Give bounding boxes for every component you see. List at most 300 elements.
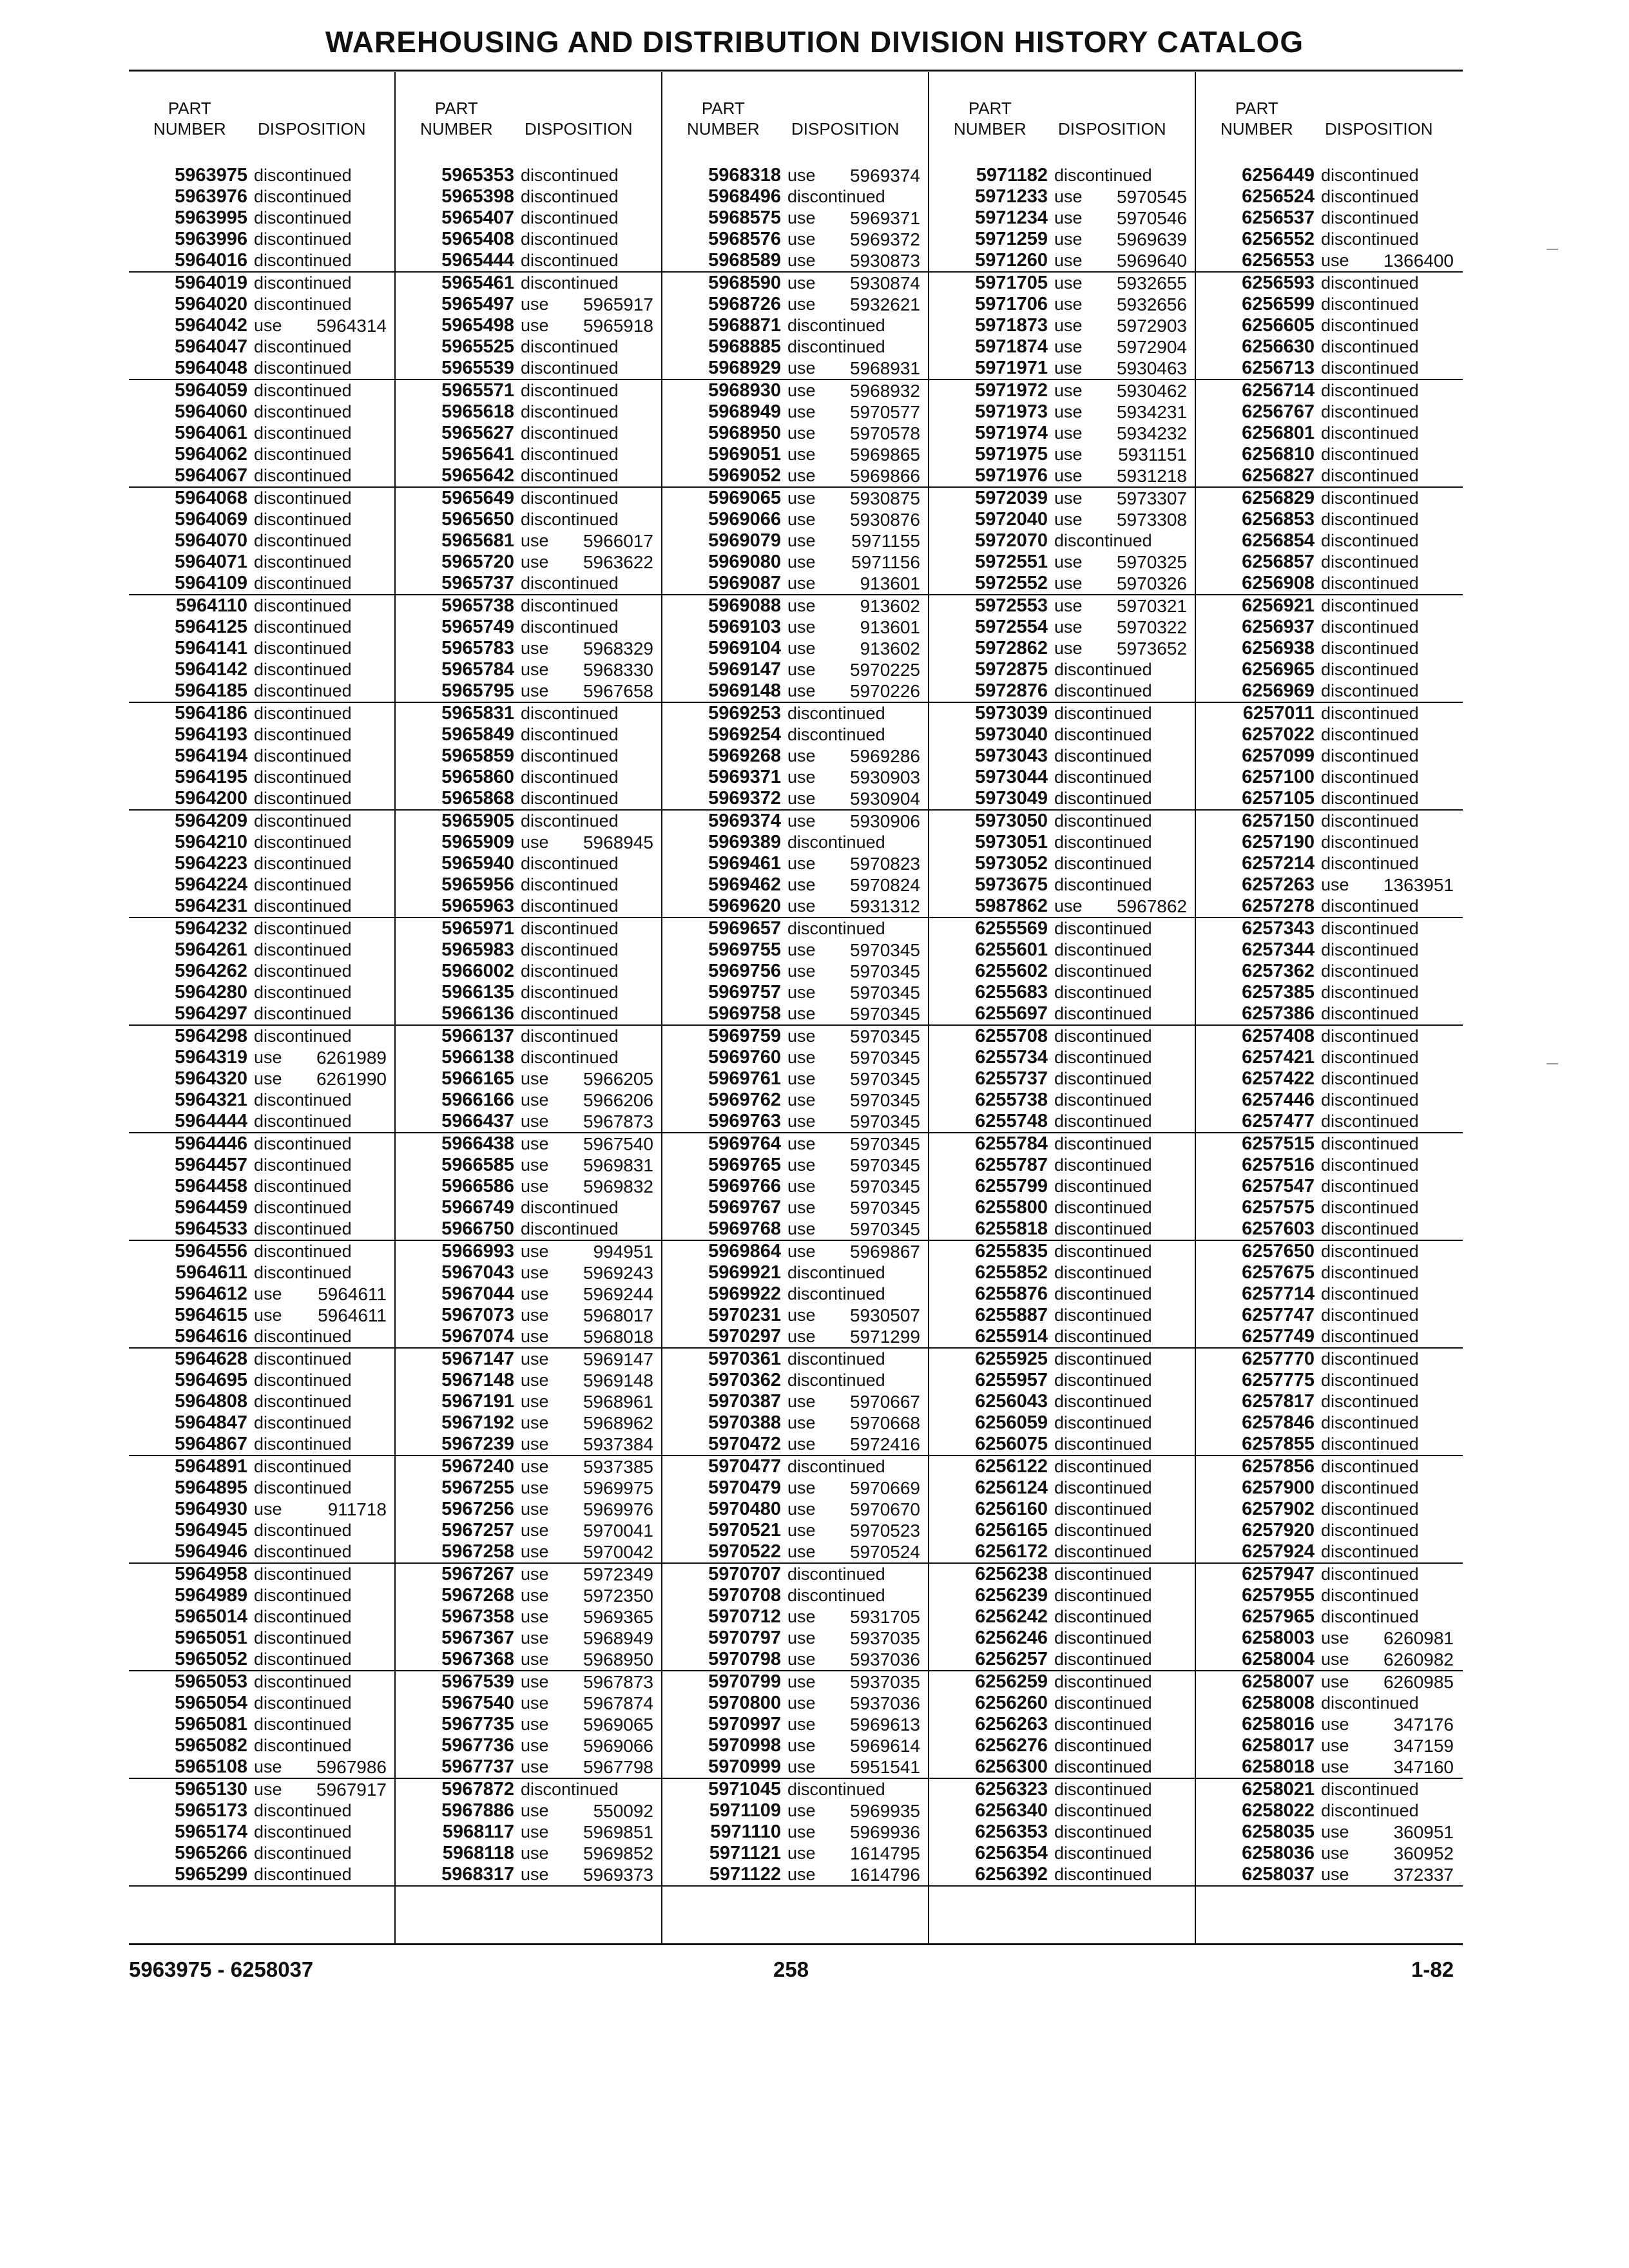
table-row (1196, 207, 1463, 229)
table-row (129, 336, 396, 358)
disposition: discontinued (254, 1263, 352, 1282)
table-row (929, 1133, 1196, 1155)
part-number: 5973052 (975, 853, 1048, 874)
disposition: discontinued (254, 488, 352, 508)
disposition: discontinued (254, 1392, 352, 1411)
disposition: discontinued (254, 746, 352, 765)
part-number: 5965173 (175, 1800, 247, 1821)
disposition: discontinued (254, 1607, 352, 1626)
disposition: use (1054, 402, 1083, 421)
table-row (662, 638, 929, 659)
replacement-part-number: 5968949 (583, 1628, 653, 1648)
disposition: use (521, 1499, 549, 1519)
part-number: 6257747 (1242, 1305, 1315, 1325)
table-row (396, 1305, 662, 1326)
disposition: use (1054, 187, 1083, 206)
table-row (1196, 703, 1463, 724)
table-row (1196, 1133, 1463, 1155)
table-row (396, 1779, 662, 1800)
part-number: 5965738 (441, 595, 514, 616)
part-number: 6257344 (1242, 939, 1315, 960)
replacement-part-number: 5973308 (1116, 510, 1187, 530)
replacement-part-number: 550092 (593, 1801, 653, 1821)
part-number: 6256829 (1242, 488, 1315, 508)
table-row (929, 745, 1196, 767)
disposition: use (787, 1048, 816, 1067)
table-row (1196, 595, 1463, 617)
disposition: use (1321, 1715, 1349, 1734)
part-number: 6257446 (1242, 1090, 1315, 1110)
part-number: 6257965 (1242, 1606, 1315, 1627)
table-row (396, 767, 662, 788)
part-number: 5967258 (441, 1541, 514, 1562)
disposition: use (787, 1177, 816, 1196)
disposition: use (787, 208, 816, 227)
part-number: 5966166 (441, 1090, 514, 1110)
part-number: 6255734 (975, 1047, 1048, 1068)
table-row (662, 1821, 929, 1843)
replacement-part-number: 5967873 (583, 1672, 653, 1692)
replacement-part-number: 5967658 (583, 681, 653, 701)
disposition: use (787, 983, 816, 1002)
table-row (662, 1714, 929, 1735)
part-number: 5964615 (175, 1305, 247, 1325)
part-number: 5965868 (441, 788, 514, 809)
disposition: discontinued (787, 1349, 885, 1369)
disposition: discontinued (1321, 208, 1419, 227)
disposition: use (787, 251, 816, 270)
table-row (396, 1735, 662, 1756)
disposition: discontinued (254, 681, 352, 700)
part-number: 6257385 (1242, 982, 1315, 1003)
disposition: discontinued (521, 466, 619, 485)
replacement-part-number: 5930876 (849, 510, 920, 530)
table-row (929, 982, 1196, 1003)
part-label: PART (968, 99, 1012, 118)
disposition: use (787, 358, 816, 378)
part-number: 5969462 (708, 874, 781, 895)
disposition: discontinued (1054, 166, 1152, 185)
table-row (662, 1068, 929, 1090)
table-row (129, 680, 396, 703)
replacement-part-number: 5970345 (849, 1155, 920, 1175)
table-row (929, 1821, 1196, 1843)
disposition: discontinued (521, 337, 619, 356)
table-row (1196, 1047, 1463, 1068)
part-number: 5965641 (441, 444, 514, 465)
disposition: discontinued (1054, 1564, 1152, 1584)
table-row (1196, 939, 1463, 961)
disposition: discontinued (521, 445, 619, 464)
part-number: 6256767 (1242, 401, 1315, 422)
part-number: 6255569 (975, 918, 1048, 939)
disposition: discontinued (254, 381, 352, 400)
disposition: discontinued (1054, 1349, 1152, 1369)
table-row (396, 186, 662, 207)
disposition: use (1054, 896, 1083, 916)
disposition: discontinued (521, 811, 619, 831)
table-row (396, 1821, 662, 1843)
part-number: 6256263 (975, 1714, 1048, 1735)
part-number: 5970297 (708, 1326, 781, 1347)
replacement-part-number: 5969244 (583, 1284, 653, 1304)
replacement-part-number: 5970325 (1116, 552, 1187, 572)
disposition: use (787, 294, 816, 314)
disposition: discontinued (1054, 1177, 1152, 1196)
disposition: use (1054, 488, 1083, 508)
replacement-part-number: 5966205 (583, 1069, 653, 1089)
table-row (929, 1649, 1196, 1671)
replacement-part-number: 994951 (593, 1242, 653, 1262)
table-row (929, 1326, 1196, 1349)
table-row (396, 530, 662, 552)
part-number: 5970479 (708, 1477, 781, 1498)
table-row (129, 1391, 396, 1412)
part-number: 5967540 (441, 1693, 514, 1713)
disposition: use (787, 402, 816, 421)
part-number: 5964059 (175, 380, 247, 401)
table-row (396, 250, 662, 273)
part-number: 5969864 (708, 1241, 781, 1262)
part-number: 5964062 (175, 444, 247, 465)
table-row (396, 1133, 662, 1155)
table-row (662, 961, 929, 982)
table-row (1196, 509, 1463, 530)
part-number: 5966002 (441, 961, 514, 981)
table-row (396, 1047, 662, 1068)
part-number: 5966136 (441, 1003, 514, 1024)
disposition: use (521, 1478, 549, 1497)
replacement-part-number: 5970345 (849, 1134, 920, 1154)
disposition: discontinued (1054, 1305, 1152, 1325)
disposition: discontinued (254, 896, 352, 916)
part-number: 5965174 (175, 1821, 247, 1842)
part-number: 5967539 (441, 1671, 514, 1692)
replacement-part-number: 5971156 (851, 552, 920, 572)
part-number: 5967737 (441, 1756, 514, 1777)
disposition: discontinued (1054, 1111, 1152, 1131)
table-row (929, 315, 1196, 336)
table-row (662, 1434, 929, 1456)
part-number: 5964946 (175, 1541, 247, 1562)
disposition: use (1054, 639, 1083, 658)
disposition: discontinued (1054, 854, 1152, 873)
part-number: 5964958 (175, 1564, 247, 1584)
disposition: use (787, 1542, 816, 1561)
part-number: 5965831 (441, 703, 514, 724)
replacement-part-number: 5969865 (849, 445, 920, 465)
table-row (1196, 1649, 1463, 1671)
table-row (662, 1133, 929, 1155)
replacement-part-number: 5970523 (849, 1521, 920, 1541)
column-header (1196, 98, 1463, 149)
table-row (129, 767, 396, 788)
part-number: 5973043 (975, 745, 1048, 766)
disposition: discontinued (254, 1801, 352, 1820)
part-number: 5964989 (175, 1585, 247, 1606)
disposition: use (254, 1048, 282, 1067)
table-row (662, 1843, 929, 1864)
rows (1196, 165, 1463, 1887)
replacement-part-number: 5965918 (583, 316, 653, 336)
table-row (396, 1628, 662, 1649)
replacement-part-number: 5930873 (849, 251, 920, 271)
part-number: 5965266 (175, 1843, 247, 1863)
table-row (929, 703, 1196, 724)
table-row (129, 1628, 396, 1649)
table-row (662, 918, 929, 939)
disposition: use (521, 1628, 549, 1648)
replacement-part-number: 5970345 (849, 1198, 920, 1218)
disposition: discontinued (1054, 940, 1152, 959)
disposition: discontinued (1321, 316, 1419, 335)
part-number: 6257855 (1242, 1434, 1315, 1454)
disposition: use (254, 1499, 282, 1519)
part-number: 5965909 (441, 832, 514, 852)
part-number: 5964061 (175, 423, 247, 443)
part-number: 5965860 (441, 767, 514, 787)
part-number: 5972876 (975, 680, 1048, 701)
replacement-part-number: 5951541 (849, 1757, 920, 1777)
part-number: 5964458 (175, 1176, 247, 1196)
part-number: 5966993 (441, 1241, 514, 1262)
disposition: use (787, 875, 816, 894)
part-number: 6257575 (1242, 1197, 1315, 1218)
disposition-header: DISPOSITION (1325, 119, 1433, 139)
table-row (929, 896, 1196, 918)
table-row (396, 811, 662, 832)
replacement-part-number: 5930463 (1116, 358, 1187, 378)
disposition: use (521, 1263, 549, 1282)
disposition: discontinued (1054, 1284, 1152, 1303)
table-row (929, 638, 1196, 659)
part-number: 5964193 (175, 724, 247, 745)
disposition: use (787, 531, 816, 550)
disposition: discontinued (521, 704, 619, 723)
number-label: NUMBER (954, 119, 1027, 139)
disposition: discontinued (521, 746, 619, 765)
table-row (1196, 1111, 1463, 1133)
table-row (1196, 1864, 1463, 1887)
table-row (1196, 811, 1463, 832)
table-row (396, 165, 662, 186)
replacement-part-number: 5931312 (849, 896, 920, 916)
catalog-column (129, 72, 396, 1944)
replacement-part-number: 5970322 (1116, 617, 1187, 637)
disposition: discontinued (1054, 1715, 1152, 1734)
part-number: 5973044 (975, 767, 1048, 787)
replacement-part-number: 372337 (1393, 1865, 1454, 1885)
part-number: 5971260 (975, 250, 1048, 271)
disposition: use (521, 1822, 549, 1841)
table-row (129, 1003, 396, 1026)
disposition: use (1321, 1649, 1349, 1669)
disposition: use (1054, 294, 1083, 314)
disposition: discontinued (521, 1048, 619, 1067)
disposition: discontinued (1321, 1434, 1419, 1454)
part-number: 6257924 (1242, 1541, 1315, 1562)
table-row (662, 1155, 929, 1176)
part-number: 5965353 (441, 165, 514, 186)
table-row (1196, 961, 1463, 982)
table-row (929, 1456, 1196, 1477)
disposition: discontinued (1054, 1457, 1152, 1476)
disposition: discontinued (521, 187, 619, 206)
part-number: 5970797 (708, 1628, 781, 1648)
replacement-part-number: 5969831 (583, 1155, 653, 1175)
table-row (129, 552, 396, 573)
disposition: discontinued (521, 854, 619, 873)
table-row (929, 788, 1196, 811)
table-row (396, 1090, 662, 1111)
part-number: 5964319 (175, 1047, 247, 1068)
part-number: 6256714 (1242, 380, 1315, 401)
disposition: use (1321, 1865, 1349, 1884)
disposition: use (787, 1822, 816, 1841)
replacement-part-number: 5970823 (849, 854, 920, 874)
part-number: 5964125 (175, 617, 247, 637)
part-number: 6256938 (1242, 638, 1315, 658)
disposition: discontinued (254, 1434, 352, 1454)
part-number: 5965681 (441, 530, 514, 551)
part-number: 6256713 (1242, 358, 1315, 378)
replacement-part-number: 5969365 (583, 1607, 653, 1627)
table-row (929, 1047, 1196, 1068)
replacement-part-number: 5969374 (849, 166, 920, 186)
disposition: discontinued (254, 251, 352, 270)
table-row (396, 1391, 662, 1412)
table-row (1196, 617, 1463, 638)
part-number: 5963975 (175, 165, 247, 186)
table-row (396, 1111, 662, 1133)
part-number: 5969052 (708, 465, 781, 486)
part-number: 5964262 (175, 961, 247, 981)
replacement-part-number: 5970345 (849, 940, 920, 960)
part-number: 5964068 (175, 488, 247, 508)
table-row (662, 680, 929, 703)
disposition: discontinued (254, 423, 352, 443)
table-row (396, 207, 662, 229)
part-number: 5972554 (975, 617, 1048, 637)
disposition: use (1321, 1628, 1349, 1648)
replacement-part-number: 5968329 (583, 639, 653, 658)
table-row (1196, 250, 1463, 273)
table-row (129, 294, 396, 315)
replacement-part-number: 5930903 (849, 767, 920, 787)
disposition: discontinued (1054, 1155, 1152, 1175)
part-number: 6256276 (975, 1735, 1048, 1756)
disposition: discontinued (254, 596, 352, 615)
part-number: 5969657 (708, 918, 781, 939)
replacement-part-number: 6261989 (316, 1048, 387, 1068)
replacement-part-number: 360952 (1393, 1843, 1454, 1863)
table-row (662, 1477, 929, 1499)
disposition: discontinued (254, 510, 352, 529)
part-number: 5970708 (708, 1585, 781, 1606)
replacement-part-number: 5969147 (583, 1349, 653, 1369)
part-number: 5968117 (442, 1821, 514, 1842)
table-row (1196, 680, 1463, 703)
table-row (396, 1456, 662, 1477)
table-row (129, 165, 396, 186)
table-row (662, 1370, 929, 1391)
part-number: 5971109 (709, 1800, 781, 1821)
disposition: discontinued (254, 767, 352, 787)
table-row (1196, 1068, 1463, 1090)
disposition: discontinued (1321, 596, 1419, 615)
part-number: 5964695 (175, 1370, 247, 1390)
margin-mark (1547, 249, 1558, 250)
part-number: 5972040 (975, 509, 1048, 530)
table-row (1196, 1693, 1463, 1714)
disposition: discontinued (1321, 531, 1419, 550)
disposition: use (787, 423, 816, 443)
table-row (662, 1090, 929, 1111)
disposition: use (787, 1219, 816, 1238)
disposition: discontinued (1054, 1327, 1152, 1346)
disposition: use (521, 552, 549, 572)
rows (129, 165, 396, 1887)
disposition: use (787, 1801, 816, 1820)
disposition: discontinued (254, 294, 352, 314)
table-row (1196, 336, 1463, 358)
part-number: 6258018 (1242, 1756, 1315, 1777)
disposition: discontinued (787, 919, 885, 938)
disposition: discontinued (787, 832, 885, 852)
table-row (396, 401, 662, 423)
table-row (662, 358, 929, 380)
part-number: 5969760 (708, 1047, 781, 1068)
part-number: 5969147 (708, 659, 781, 680)
part-number: 6255784 (975, 1133, 1048, 1154)
replacement-part-number: 5970345 (849, 1111, 920, 1131)
part-number: 6256259 (975, 1671, 1048, 1692)
disposition: discontinued (1321, 639, 1419, 658)
table-row (129, 423, 396, 444)
table-row (1196, 401, 1463, 423)
table-row (129, 1218, 396, 1241)
part-number: 5969922 (708, 1283, 781, 1304)
part-number: 5968885 (708, 336, 781, 357)
part-number: 5965784 (441, 659, 514, 680)
disposition: discontinued (1321, 704, 1419, 723)
table-row (662, 465, 929, 488)
part-number: 5972070 (975, 530, 1048, 551)
table-row (1196, 1434, 1463, 1456)
part-number: 5968575 (708, 207, 781, 228)
replacement-part-number: 913601 (860, 573, 920, 593)
part-number: 5965618 (441, 401, 514, 422)
part-number: 5965783 (441, 638, 514, 658)
part-number: 5967358 (441, 1606, 514, 1627)
part-number: 5969765 (708, 1155, 781, 1175)
table-row (396, 788, 662, 811)
part-number: 5964612 (175, 1283, 247, 1304)
part-number: 6256801 (1242, 423, 1315, 443)
disposition: use (787, 445, 816, 464)
table-row (129, 1176, 396, 1197)
disposition: use (1054, 316, 1083, 335)
part-number: 5964186 (175, 703, 247, 724)
table-row (662, 1606, 929, 1628)
table-row (929, 767, 1196, 788)
disposition: discontinued (1321, 510, 1419, 529)
table-row (662, 273, 929, 294)
part-number: 5972552 (975, 573, 1048, 593)
part-number: 5971705 (975, 273, 1048, 293)
part-number: 5967268 (441, 1585, 514, 1606)
replacement-part-number: 5971155 (851, 531, 920, 551)
